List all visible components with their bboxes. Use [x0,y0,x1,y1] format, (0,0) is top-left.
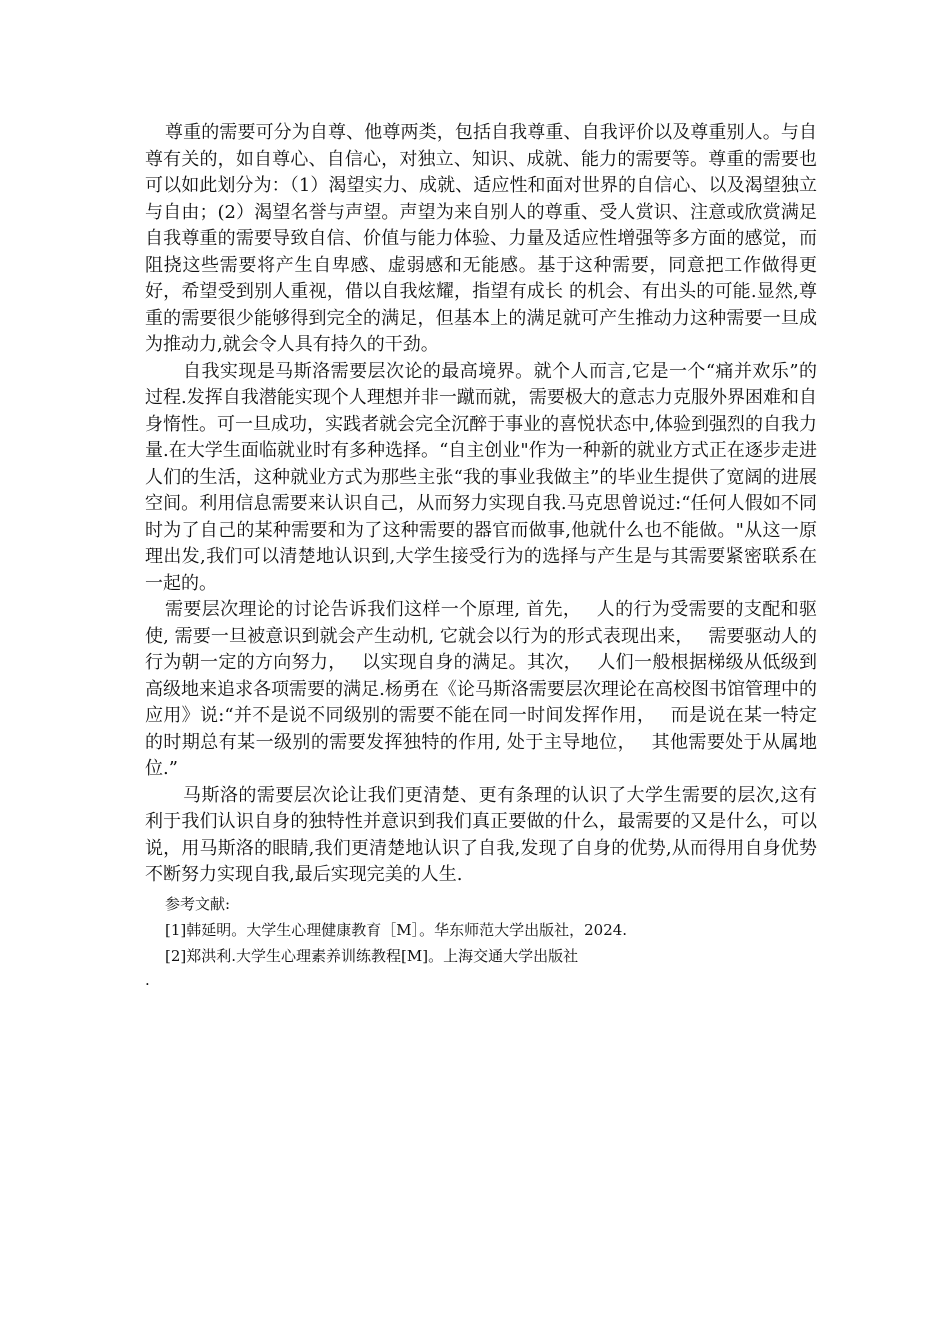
paragraph-conclusion: 马斯洛的需要层次论让我们更清楚、更有条理的认识了大学生需要的层次,这有利于我们认识自身的独特性并意识到我们真正要做的什么，最需要的又是什么，可以说，用马斯洛的眼睛,我们更清楚地认识了自我,发现了自身的优势,从而得用自身优势不断努力实现自我,最后实现完美的人生. [145,784,817,885]
trailing-mark: . [145,970,150,989]
paragraph-self-actualization: 自我实现是马斯洛需要层次论的最高境界。就个人而言,它是一个“痛并欢乐”的过程.发挥自我潜能实现个人理想并非一蹴而就，需要极大的意志力克服外界困难和自身惰性。可一旦成功，实践者就会完全沉醉于事业的喜悦状态中,体验到强烈的自我力量.在大学生面临就业时有多种选择。“自主创业"作为一种新的就业方式正在逐步走进人们的生活，这种就业方式为那些主张“我的事业我做主”的毕业生提供了宽阔的进展空间。利用信息需要来认识自己，从而努力实现自我.马克思曾说过:“任何人假如不同时为了自己的某种需要和为了这种需要的器官而做事,他就什么也不能做。"从这一原理出发,我们可以清楚地认识到,大学生接受行为的选择与产生是与其需要紧密联系在一起的。 [145,360,817,594]
document-body [145,120,817,991]
reference-item-2: [2]郑洪利.大学生心理素养训练教程[M]。上海交通大学出版社 [165,946,579,965]
paragraph-hierarchy-theory: 需要层次理论的讨论告诉我们这样一个原理, 首先， 人的行为受需要的支配和驱使, 需要一旦被意识到就会产生动机, 它就会以行为的形式表现出来， 需要驱动人的行为朝一定的方向努力， 以实现自身的满足。其次， 人们一般根据梯级从低级到高级地来追求各项需要的满足.杨勇在《论马斯洛需要层次理论在高校图书馆管理中的应用》说:“并不是说不同级别的需要不能在同一时间发挥作用， 而是说在某一特定的时期总有某一级别的需要发挥独特的作用, 处于主导地位， 其他需要处于从属地位.” [145,599,817,779]
reference-item-1: [1]韩延明。大学生心理健康教育［M］。华东师范大学出版社，2024. [165,920,628,939]
references-heading: 参考文献: [165,894,231,913]
paragraph-esteem-needs: 尊重的需要可分为自尊、他尊两类，包括自我尊重、自我评价以及尊重别人。与自尊有关的，如自尊心、自信心，对独立、知识、成就、能力的需要等。尊重的需要也可以如此划分为：（1）渴望实力、成就、适应性和面对世界的自信心、以及渴望独立与自由；(2）渴望名誉与声望。声望为来自别人的尊重、受人赏识、注意或欣赏满足自我尊重的需要导致自信、价值与能力体验、力量及适应性增强等多方面的感觉，而阻挠这些需要将产生自卑感、虚弱感和无能感。基于这种需要，同意把工作做得更好，希望受到别人重视，借以自我炫耀，指望有成长 的机会、有出头的可能.显然,尊重的需要很少能够得到完全的满足，但基本上的满足就可产生推动力这种需要一旦成为推动力,就会令人具有持久的干劲。 [145,122,817,355]
